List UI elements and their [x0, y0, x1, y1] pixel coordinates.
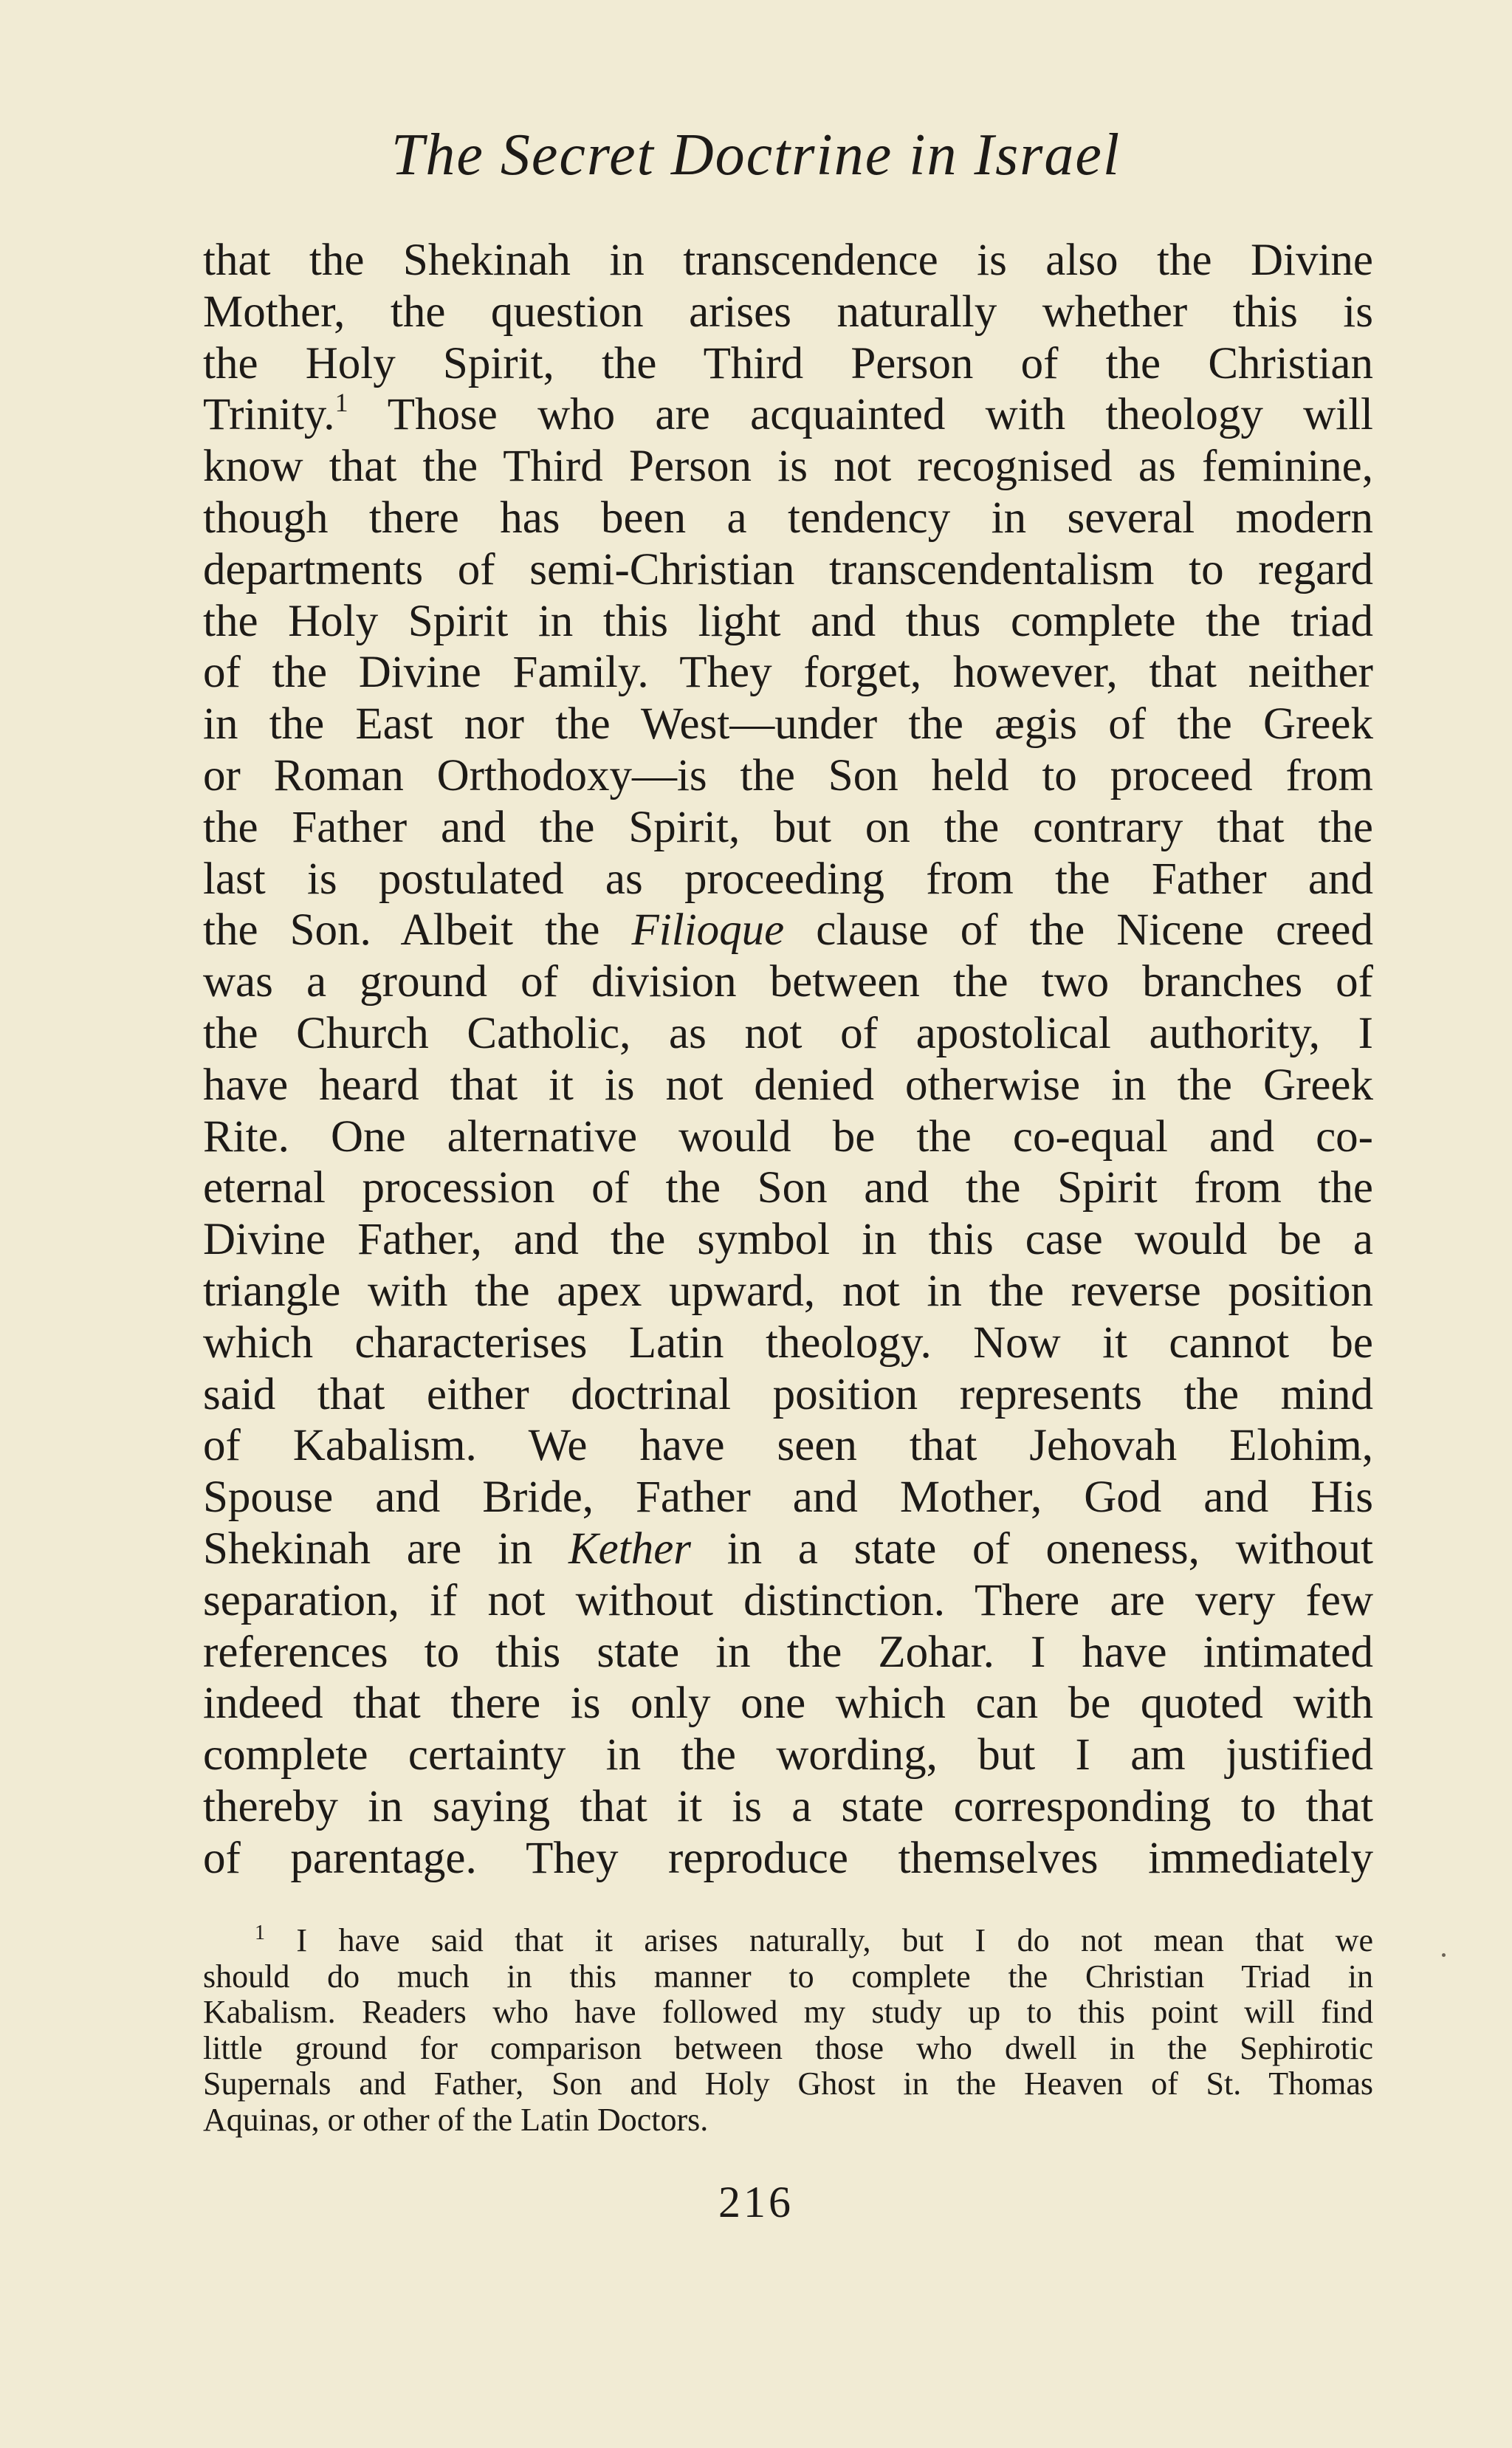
- body-line-text: clause of the Nicene creed: [784, 905, 1374, 956]
- footnote: [203, 1923, 1373, 2138]
- body-line: [203, 1523, 1373, 1575]
- body-line: of parentage. They reproduce themselves immediately: [203, 1833, 1373, 1883]
- running-head: The Secret Doctrine in Israel: [391, 123, 1121, 188]
- body-line: of the Divine Family. They forget, however, that neither: [203, 648, 1373, 698]
- body-line: Rite. One alternative would be the co-equal and co-: [203, 1111, 1373, 1162]
- body-line: have heard that it is not denied otherwise in the Greek: [203, 1060, 1373, 1110]
- body-line: the Holy Spirit, the Third Person of the Christian: [203, 338, 1373, 388]
- body-line: separation, if not without distinction. There are very few: [203, 1575, 1373, 1625]
- body-line: that the Shekinah in transcendence is also the Divine: [203, 236, 1373, 285]
- body-line: Mother, the question arises naturally whether this is: [203, 287, 1373, 337]
- body-line: though there has been a tendency in several modern: [203, 493, 1373, 543]
- footnote-number: 1: [255, 1921, 265, 1944]
- body-line: said that either doctrinal position represents the mind: [203, 1369, 1373, 1419]
- body-line: of Kabalism. We have seen that Jehovah Elohim,: [203, 1421, 1373, 1471]
- body-line: last is postulated as proceeding from the Father and: [203, 854, 1373, 904]
- body-line: references to this state in the Zohar. I have intimated: [203, 1627, 1373, 1677]
- body-line: the Holy Spirit in this light and thus complete the triad: [203, 596, 1373, 646]
- body-line: was a ground of division between the two branches of: [203, 957, 1373, 1007]
- footnote-line: Kabalism. Readers who have followed my study up to this point will find: [203, 1994, 1373, 2030]
- body-line-text: Trinity.: [203, 390, 335, 440]
- body-line: departments of semi-Christian transcendentalism to regard: [203, 544, 1373, 594]
- body-line: [203, 905, 1373, 956]
- footnote-line: Supernals and Father, Son and Holy Ghost in the Heaven of St. Thomas: [203, 2065, 1373, 2102]
- body-text: [203, 235, 1373, 1885]
- body-line: triangle with the apex upward, not in the reverse position: [203, 1266, 1373, 1316]
- footnote-line: Aquinas, or other of the Latin Doctors.: [203, 2101, 709, 2138]
- body-line: thereby in saying that it is a state corresponding to that: [203, 1781, 1373, 1831]
- page-number: 216: [718, 2178, 794, 2226]
- body-line-text: in a state of oneness, without: [691, 1523, 1373, 1574]
- body-line: know that the Third Person is not recognised as feminine,: [203, 442, 1373, 492]
- body-line: eternal procession of the Son and the Spirit from the: [203, 1163, 1373, 1213]
- body-line: [203, 389, 1373, 441]
- body-line: indeed that there is only one which can be quoted with: [203, 1679, 1373, 1729]
- italic-term: Filioque: [631, 905, 785, 956]
- body-line-text: Those who are acquainted with theology will: [348, 390, 1373, 440]
- body-line: Divine Father, and the symbol in this case would be a: [203, 1215, 1373, 1265]
- body-line: complete certainty in the wording, but I am justified: [203, 1730, 1373, 1780]
- paper-speck: [1442, 1953, 1446, 1957]
- body-line: or Roman Orthodoxy—is the Son held to proceed from: [203, 750, 1373, 800]
- body-line: in the East nor the West—under the ægis of the Greek: [203, 699, 1373, 750]
- footnote-line: little ground for comparison between those who dwell in the Sephirotic: [203, 2029, 1373, 2066]
- italic-term: Kether: [568, 1523, 692, 1574]
- body-line-text: the Son. Albeit the: [203, 905, 632, 956]
- footnote-line: [203, 1923, 1373, 1959]
- body-line: the Father and the Spirit, but on the contrary that the: [203, 802, 1373, 852]
- footnote-reference-mark: 1: [334, 388, 348, 418]
- body-line: Spouse and Bride, Father and Mother, God and His: [203, 1472, 1373, 1523]
- footnote-line: should do much in this manner to complete the Christian Triad in: [203, 1958, 1373, 1995]
- body-line-text: Shekinah are in: [203, 1523, 568, 1574]
- footnote-line-text: I have said that it arises naturally, but I do not mean that we: [265, 1922, 1373, 1958]
- body-line: which characterises Latin theology. Now it cannot be: [203, 1317, 1373, 1368]
- body-line: the Church Catholic, as not of apostolical authority, I: [203, 1008, 1373, 1058]
